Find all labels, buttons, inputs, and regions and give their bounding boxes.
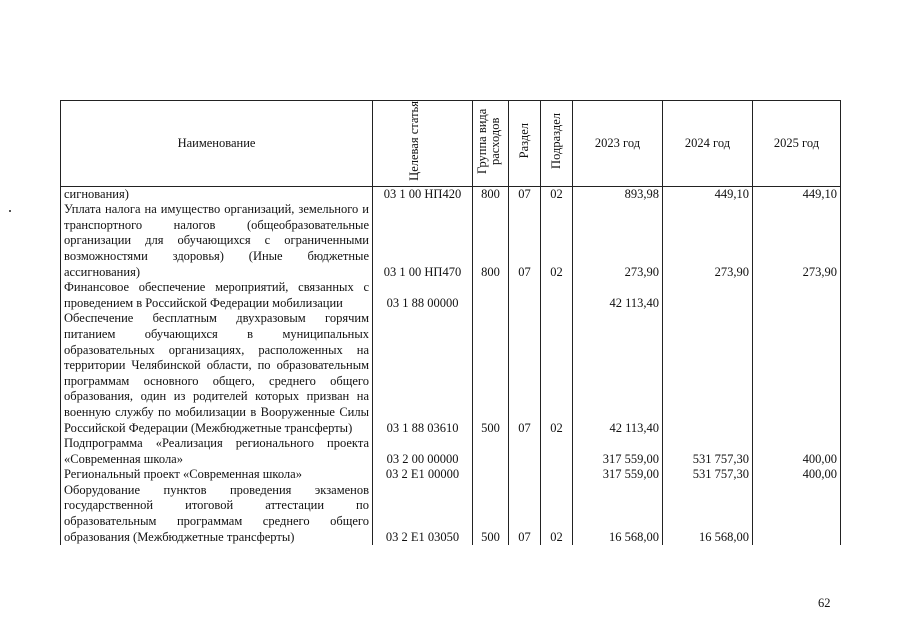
row-2025: 449,10 [753,186,841,202]
row-2023: 317 559,00 [573,436,663,467]
row-group: 800 [473,186,509,202]
row-2023: 317 559,00 [573,467,663,483]
row-2024: 16 568,00 [663,483,753,545]
row-name: Обеспечение бесплатным двухразовым горячим питанием обучающихся в муниципальных образовательных организациях, расположенных на территории Челябинской области, по образовательным программам основного общего, среднего общего образования, один из родителей которых призван на военную службу по мобилизации в Вооруженные Силы Российской Федерации (Межбюджетные трансферты) [61,311,373,436]
table-row [61,186,841,202]
row-name: Региональный проект «Современная школа» [61,467,373,483]
header-name: Наименование [61,101,373,187]
table-row [61,311,841,436]
row-2024 [663,311,753,436]
row-code: 03 1 00 НП420 [373,186,473,202]
table-row [61,483,841,545]
header-expense-group: Группа вида расходов [473,101,509,187]
header-2024: 2024 год [663,101,753,187]
row-section: 07 [509,483,541,545]
row-name: Уплата налога на имущество организаций, земельного и транспортного налогов (общеобразовательные организации для обучающихся с ограниченными возможностями здоровья) (Иные бюджетные ассигнования) [61,202,373,280]
header-section: Раздел [509,101,541,187]
row-subsection [541,467,573,483]
table-body [61,186,841,545]
row-section: 07 [509,202,541,280]
row-2025: 400,00 [753,467,841,483]
row-2024 [663,280,753,311]
row-section [509,436,541,467]
row-name: сигнования) [61,186,373,202]
table-row [61,202,841,280]
header-2023: 2023 год [573,101,663,187]
scan-speck [9,210,11,212]
row-group: 500 [473,311,509,436]
row-section: 07 [509,311,541,436]
header-2025: 2025 год [753,101,841,187]
row-group [473,467,509,483]
row-2025 [753,311,841,436]
row-subsection: 02 [541,202,573,280]
row-name: Финансовое обеспечение мероприятий, связанных с проведением в Российской Федерации мобилизации [61,280,373,311]
row-2024: 531 757,30 [663,436,753,467]
table-row [61,280,841,311]
row-2023: 893,98 [573,186,663,202]
header-row [61,101,841,187]
row-subsection: 02 [541,186,573,202]
row-group: 800 [473,202,509,280]
row-subsection [541,280,573,311]
row-2023: 42 113,40 [573,280,663,311]
row-code: 03 2 00 00000 [373,436,473,467]
row-2025: 400,00 [753,436,841,467]
row-group [473,280,509,311]
row-2025 [753,280,841,311]
row-subsection [541,436,573,467]
row-subsection: 02 [541,311,573,436]
row-section: 07 [509,186,541,202]
table-row [61,467,841,483]
row-code: 03 1 00 НП470 [373,202,473,280]
page-number: 62 [818,596,831,610]
row-section [509,467,541,483]
row-2025 [753,483,841,545]
row-code: 03 1 88 00000 [373,280,473,311]
row-code: 03 1 88 03610 [373,311,473,436]
row-2023: 16 568,00 [573,483,663,545]
header-target-article: Целевая статья [373,101,473,187]
header-subsection: Подраздел [541,101,573,187]
table-row [61,436,841,467]
budget-table [60,100,841,545]
row-group: 500 [473,483,509,545]
row-2023: 273,90 [573,202,663,280]
row-name: Подпрограмма «Реализация регионального проекта «Современная школа» [61,436,373,467]
row-2024: 449,10 [663,186,753,202]
row-code: 03 2 E1 00000 [373,467,473,483]
row-2025: 273,90 [753,202,841,280]
row-2023: 42 113,40 [573,311,663,436]
row-2024: 273,90 [663,202,753,280]
row-section [509,280,541,311]
row-code: 03 2 E1 03050 [373,483,473,545]
row-name: Оборудование пунктов проведения экзаменов государственной итоговой аттестации по образовательным программам среднего общего образования (Межбюджетные трансферты) [61,483,373,545]
row-2024: 531 757,30 [663,467,753,483]
row-group [473,436,509,467]
row-subsection: 02 [541,483,573,545]
